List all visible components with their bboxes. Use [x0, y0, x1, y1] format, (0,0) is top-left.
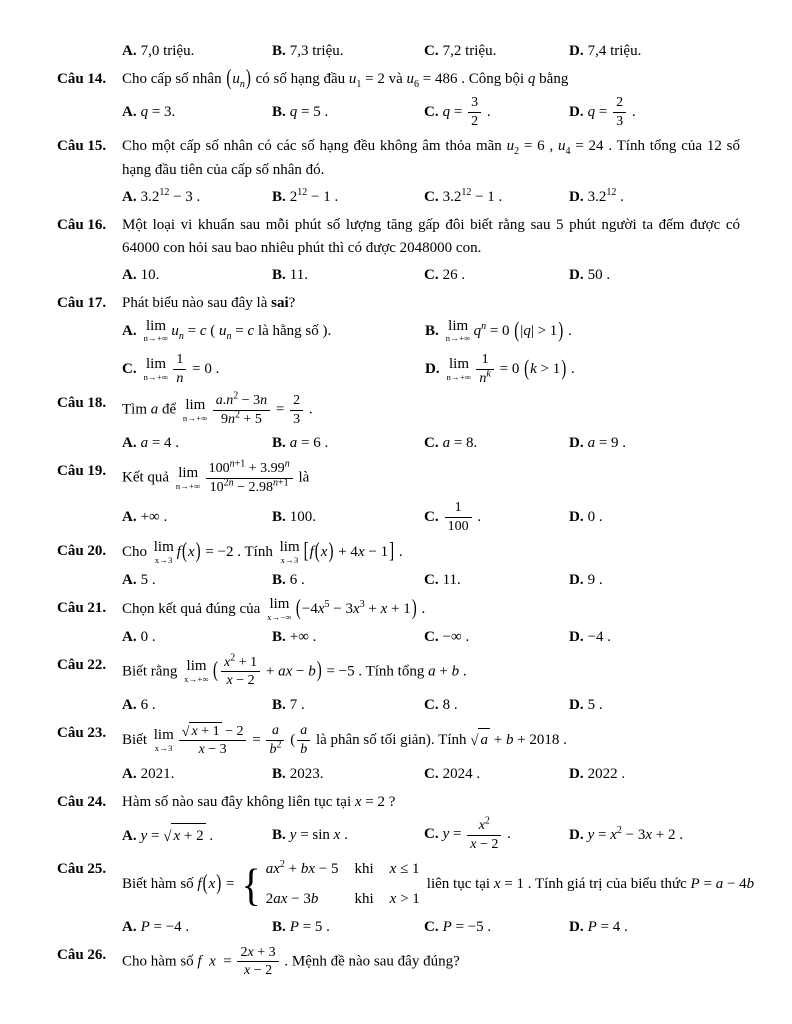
- option-text: 9 .: [587, 572, 603, 589]
- answer-option: [272, 823, 424, 847]
- option-letter: C.: [424, 267, 439, 284]
- option-text: lim n→+∞ $\frac{1}{n}$ = 0 .: [143, 352, 220, 386]
- option-text: $2^{12} - 1$ .: [289, 186, 339, 205]
- answer-option: [122, 319, 425, 344]
- option-letter: C.: [424, 572, 439, 589]
- question-19: [57, 460, 740, 535]
- option-text: 7 .: [289, 696, 305, 713]
- option-letter: C.: [424, 765, 439, 782]
- option-letter: D.: [569, 509, 584, 526]
- option-letter: D.: [569, 43, 584, 59]
- answer-option: [272, 100, 424, 124]
- answer-option: [122, 823, 272, 848]
- option-letter: A.: [122, 267, 137, 284]
- option-letter: C.: [424, 826, 439, 843]
- piecewise-cell: khi: [354, 861, 374, 877]
- question-stem: Cho hàm số f x = $\frac{2x + 3}{x - 2}$ . Mệnh đề nào sau đây đúng?: [122, 944, 460, 978]
- option-letter: D.: [569, 918, 584, 935]
- option-letter: D.: [569, 572, 584, 589]
- option-text: q = 5 .: [289, 104, 329, 121]
- answer-option: [424, 693, 569, 717]
- option-letter: B.: [272, 918, 286, 935]
- answer-option: [122, 100, 272, 124]
- question-number: Câu 22.: [57, 656, 107, 673]
- option-text: y = $\frac{x^2}{x - 2}$ .: [442, 815, 511, 852]
- answer-options: [122, 915, 740, 939]
- answer-option: [122, 431, 272, 455]
- answer-option: [569, 39, 740, 63]
- answer-option: [122, 263, 272, 287]
- answer-option: [425, 351, 740, 387]
- option-text: 6 .: [140, 696, 156, 713]
- option-text: +∞ .: [289, 628, 317, 645]
- answer-options: [122, 762, 740, 786]
- question-number: Câu 15.: [57, 138, 107, 155]
- option-letter: D.: [569, 267, 584, 284]
- question-16: [57, 214, 740, 288]
- piecewise-function: [241, 858, 419, 912]
- question-23: [57, 722, 740, 786]
- option-text: 100.: [289, 509, 317, 526]
- option-text: 26 .: [442, 267, 466, 284]
- option-letter: D.: [569, 765, 584, 782]
- answer-options: [122, 499, 740, 535]
- answer-option: [569, 693, 740, 717]
- answer-option: [272, 431, 424, 455]
- option-text: P = −5 .: [442, 918, 492, 935]
- option-text: 50 .: [587, 267, 611, 284]
- option-letter: B.: [272, 267, 286, 284]
- option-letter: A.: [122, 435, 137, 452]
- answer-options: [122, 568, 740, 592]
- option-letter: C.: [424, 696, 439, 713]
- option-letter: C.: [424, 435, 439, 452]
- answer-option: [424, 39, 569, 63]
- question-17: [57, 292, 740, 387]
- option-letter: B.: [272, 104, 286, 121]
- answer-option: [424, 499, 569, 535]
- option-letter: C.: [424, 103, 439, 120]
- answer-option: [122, 505, 272, 529]
- option-text: 11.: [289, 267, 308, 284]
- answer-option: [122, 39, 272, 63]
- option-text: 5 .: [140, 572, 156, 589]
- answer-option: [122, 185, 272, 209]
- question-number: Câu 23.: [57, 724, 107, 741]
- option-text: 7,0 triệu.: [140, 43, 195, 59]
- question-stem: Hàm số nào sau đây không liên tục tại x = 2 ?: [122, 793, 396, 810]
- answer-options: [122, 431, 740, 455]
- option-text: +∞ .: [140, 509, 168, 526]
- question-26: [57, 944, 740, 980]
- option-text: a = 8.: [442, 435, 478, 452]
- option-letter: A.: [122, 696, 137, 713]
- question-14: [57, 68, 740, 130]
- answer-option: [122, 762, 272, 786]
- option-letter: B.: [272, 827, 286, 843]
- piecewise-cell: $ax^2$ + bx − 5: [265, 859, 339, 877]
- option-text: 2022 .: [587, 765, 626, 782]
- option-letter: C.: [424, 508, 439, 525]
- option-text: q = 3.: [140, 104, 176, 121]
- answer-option: [424, 915, 569, 939]
- answer-option: [569, 185, 740, 209]
- option-text: y = sin x .: [289, 827, 348, 843]
- question-24: [57, 791, 740, 853]
- answer-options: [122, 625, 740, 649]
- answer-option: [272, 39, 424, 63]
- option-text: 10.: [140, 267, 160, 284]
- question-stem: Chọn kết quả đúng của lim x→−∞ $(-4x^5 - 3x^3 + x + 1)$ .: [122, 596, 426, 622]
- answer-option: [569, 94, 740, 130]
- answer-options: [122, 319, 740, 388]
- question-18: [57, 392, 740, 455]
- answer-option: [425, 319, 740, 344]
- option-text: 7,2 triệu.: [442, 43, 497, 59]
- question-stem: Cho một cấp số nhân có các số hạng đều không âm thỏa mãn $u_2 = 6$ , $u_4 = 24$ . Tính tổng của 12 số hạng đầu tiên của cấp số nhân đó.: [122, 138, 740, 178]
- answer-option: [424, 762, 569, 786]
- option-letter: A.: [122, 918, 137, 935]
- question-number: Câu 14.: [57, 71, 107, 87]
- question-25: [57, 858, 755, 939]
- answer-option: [272, 505, 424, 529]
- option-letter: B.: [272, 572, 286, 589]
- question-13-answer-row: [57, 36, 740, 63]
- question-stem: Biết rằng lim x→+∞ ( $\frac{x^2 + 1}{x - 2}$ + ax − b) = −5 . Tính tổng a + b .: [122, 652, 467, 689]
- option-text: $\frac{1}{100}$ .: [443, 509, 482, 525]
- question-number: Câu 21.: [57, 600, 107, 617]
- option-letter: D.: [569, 103, 584, 120]
- question-number: Câu 20.: [57, 543, 107, 560]
- answer-option: [424, 625, 569, 649]
- option-text: y = √ x + 2 .: [141, 828, 214, 844]
- option-text: P = 4 .: [587, 918, 628, 935]
- option-letter: B.: [272, 43, 286, 59]
- answer-options: [122, 39, 740, 63]
- option-text: 0 .: [140, 628, 156, 645]
- option-text: a = 6 .: [289, 435, 329, 452]
- option-letter: D.: [569, 696, 584, 713]
- option-text: −∞ .: [442, 628, 470, 645]
- answer-option: [122, 351, 425, 387]
- answer-option: [569, 431, 740, 455]
- answer-option: [569, 823, 740, 847]
- option-text: 11.: [442, 572, 461, 589]
- option-text: $3.2^{12} - 1$ .: [442, 186, 503, 205]
- option-letter: B.: [272, 435, 286, 452]
- option-text: $3.2^{12} - 3$ .: [140, 186, 201, 205]
- option-letter: A.: [122, 572, 137, 589]
- answer-option: [272, 185, 424, 209]
- answer-options: [122, 693, 740, 717]
- option-letter: C.: [424, 628, 439, 645]
- question-stem: Một loại vi khuẩn sau mỗi phút số lượng tăng gấp đôi biết rằng sau 5 phút người ta đếm được có 64000 con hỏi sau bao nhiêu phút thì có được 2048000 con.: [122, 216, 740, 256]
- option-letter: B.: [272, 696, 286, 713]
- option-text: 0 .: [587, 509, 603, 526]
- option-text: 8 .: [442, 696, 458, 713]
- question-number: Câu 26.: [57, 946, 107, 963]
- answer-option: [569, 762, 740, 786]
- question-number: Câu 17.: [57, 295, 107, 312]
- answer-option: [569, 915, 740, 939]
- answer-option: [424, 568, 569, 592]
- option-text: 2023.: [289, 765, 324, 782]
- option-letter: D.: [569, 435, 584, 452]
- option-text: a = 9 .: [587, 435, 627, 452]
- option-text: $y = x^2 - 3x + 2$ .: [587, 825, 684, 843]
- question-stem: Kết quả lim n→+∞ $\frac{100^{n+1} + 3.99^n}{10^{2n} - 2.98^{n+1}}$ là: [122, 458, 310, 495]
- option-letter: A.: [122, 765, 137, 782]
- option-text: lim n→+∞ $\frac{1}{n^k}$ = 0 (k > 1) .: [446, 352, 575, 386]
- question-22: [57, 654, 740, 717]
- option-letter: B.: [272, 765, 286, 782]
- option-letter: D.: [569, 827, 584, 843]
- piecewise-cell: 2ax − 3b: [265, 891, 319, 908]
- option-text: 2024 .: [442, 765, 481, 782]
- question-20: [57, 540, 740, 592]
- question-stem: Tìm a để lim n→+∞ $\frac{a.n^2 - 3n}{9n^2 + 5}$ = $\frac{2}{3}$ .: [122, 390, 313, 427]
- answer-option: [122, 915, 272, 939]
- answer-option: [424, 431, 569, 455]
- answer-option: [272, 693, 424, 717]
- question-stem: Biết lim x→3 $\frac{√ x + 1 - 2}{x - 3}$ = $\frac{a}{b^2}$ ( $\frac{a}{b}$ là phân số tối giản). Tính √ a + b + 2018 .: [122, 723, 567, 758]
- question-15: [57, 135, 740, 209]
- answer-option: [272, 625, 424, 649]
- option-text: P = 5 .: [289, 918, 330, 935]
- option-letter: A.: [122, 43, 137, 59]
- option-letter: A.: [122, 104, 137, 121]
- option-letter: A.: [122, 628, 137, 645]
- option-letter: A.: [122, 188, 137, 205]
- piecewise-rows: [266, 858, 420, 912]
- answer-options: [122, 185, 740, 209]
- question-number: Câu 18.: [57, 395, 107, 412]
- option-text: lim n→+∞ $u_n = c$ ( $u_n = c$ là hằng số ).: [143, 317, 332, 344]
- answer-option: [122, 625, 272, 649]
- option-letter: A.: [122, 509, 137, 526]
- piecewise-cell: x > 1: [389, 891, 420, 908]
- answer-option: [424, 94, 569, 130]
- option-text: $3.2^{12}$ .: [587, 186, 624, 205]
- option-letter: C.: [424, 918, 439, 935]
- answer-option: [272, 915, 424, 939]
- answer-option: [569, 625, 740, 649]
- question-number: Câu 24.: [57, 793, 107, 810]
- stem-pre: Biết hàm số f(x) =: [122, 872, 235, 896]
- piecewise-cell: khi: [354, 891, 374, 908]
- question-number: Câu 16.: [57, 216, 107, 233]
- answer-option: [122, 568, 272, 592]
- option-text: −4 .: [587, 628, 612, 645]
- answer-option: [272, 263, 424, 287]
- question-stem: Phát biểu nào sau đây là sai?: [122, 295, 296, 312]
- option-letter: A.: [122, 827, 137, 844]
- option-text: 5 .: [587, 696, 603, 713]
- option-text: q = $\frac{2}{3}$ .: [587, 95, 636, 129]
- question-stem: [122, 858, 755, 912]
- answer-options: [122, 94, 740, 130]
- option-letter: C.: [122, 360, 137, 377]
- question-number: Câu 25.: [57, 861, 107, 877]
- option-text: lim n→+∞ $q^n = 0$ (|q| > 1) .: [445, 317, 572, 344]
- option-text: q = $\frac{3}{2}$ .: [442, 95, 491, 129]
- answer-option: [272, 762, 424, 786]
- question-stem: Cho lim x→3 f(x) = −2 . Tính lim x→3 [f(x) + 4x − 1] .: [122, 539, 403, 566]
- option-letter: B.: [272, 628, 286, 645]
- question-stem: Cho cấp số nhân $(u_n)$ có số hạng đầu $u_1 = 2$ và $u_6 = 486$ . Công bội q bằng: [122, 67, 569, 91]
- answer-option: [424, 817, 569, 853]
- option-text: 6 .: [289, 572, 305, 589]
- answer-option: [424, 263, 569, 287]
- option-letter: D.: [569, 628, 584, 645]
- answer-option: [272, 568, 424, 592]
- option-text: 7,4 triệu.: [587, 43, 642, 59]
- option-text: a = 4 .: [140, 435, 180, 452]
- stem-post: liên tục tại x = 1 . Tính giá trị của biểu thức P = a − 4b: [426, 876, 755, 893]
- option-letter: C.: [424, 188, 439, 205]
- option-letter: B.: [425, 322, 439, 339]
- question-21: [57, 597, 740, 649]
- answer-options: [122, 263, 740, 287]
- piecewise-cell: x ≤ 1: [389, 861, 420, 877]
- option-letter: C.: [424, 43, 439, 59]
- answer-option: [424, 185, 569, 209]
- option-text: 2021.: [140, 765, 175, 782]
- option-text: P = −4 .: [140, 918, 190, 935]
- option-letter: D.: [569, 188, 584, 205]
- answer-option: [569, 263, 740, 287]
- answer-option: [569, 505, 740, 529]
- option-text: 7,3 triệu.: [289, 43, 344, 59]
- left-brace-icon: {: [241, 858, 261, 911]
- answer-options: [122, 817, 740, 853]
- option-letter: D.: [425, 360, 440, 377]
- answer-option: [122, 693, 272, 717]
- question-number: Câu 19.: [57, 463, 107, 480]
- answer-option: [569, 568, 740, 592]
- option-letter: B.: [272, 188, 286, 205]
- option-letter: A.: [122, 322, 137, 339]
- option-letter: B.: [272, 509, 286, 526]
